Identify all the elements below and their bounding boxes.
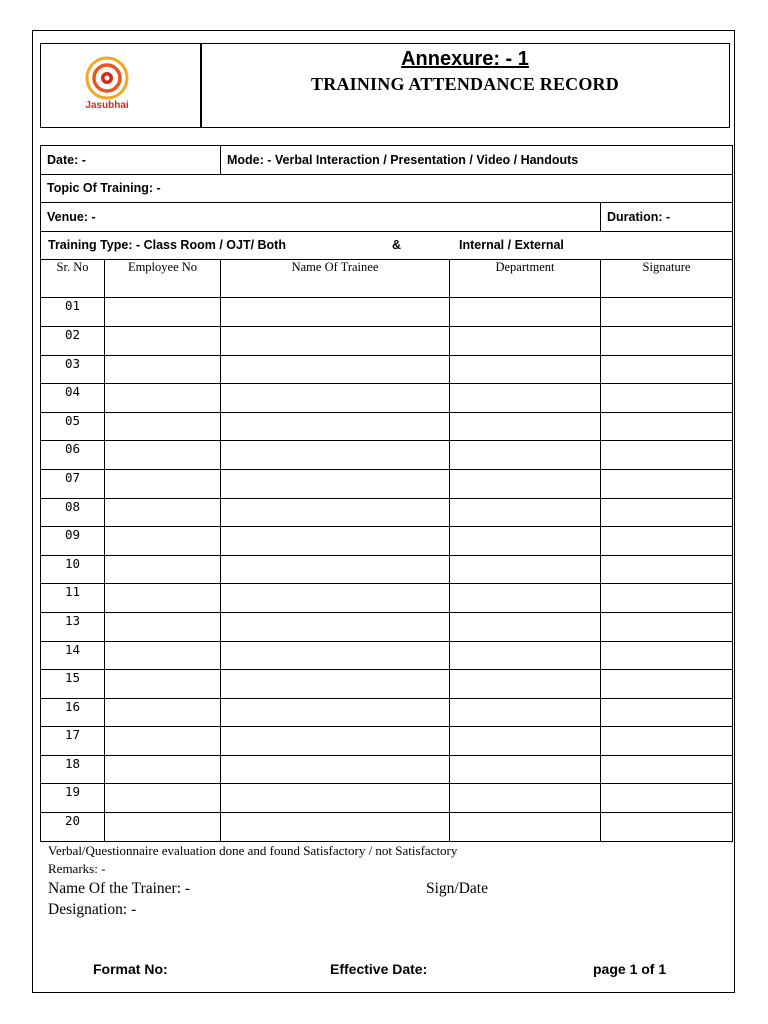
svg-text:Jasubhai: Jasubhai	[85, 100, 129, 111]
table-row	[41, 670, 733, 699]
trainee-name-cell[interactable]	[221, 469, 450, 498]
signature-cell[interactable]	[601, 527, 733, 556]
table-row	[41, 641, 733, 670]
ampersand: &	[392, 237, 402, 252]
trainee-name-cell[interactable]	[221, 384, 450, 413]
column-header-row	[41, 260, 733, 298]
signature-cell[interactable]	[601, 298, 733, 327]
department-cell[interactable]	[450, 727, 601, 756]
col-name-of-trainee: Name Of Trainee	[221, 260, 450, 298]
trainee-name-cell[interactable]	[221, 784, 450, 813]
department-cell[interactable]	[450, 813, 601, 842]
employee-no-cell[interactable]	[105, 698, 221, 727]
sr-no-cell: 05	[41, 412, 105, 441]
table-row	[41, 698, 733, 727]
header-box	[40, 43, 730, 128]
table-row	[41, 584, 733, 613]
table-row	[41, 727, 733, 756]
employee-no-cell[interactable]	[105, 784, 221, 813]
sr-no-cell: 07	[41, 469, 105, 498]
signature-cell[interactable]	[601, 641, 733, 670]
employee-no-cell[interactable]	[105, 670, 221, 699]
sr-no-cell: 18	[41, 755, 105, 784]
sr-no-cell: 03	[41, 355, 105, 384]
employee-no-cell[interactable]	[105, 498, 221, 527]
venue-field[interactable]: Venue: -	[41, 203, 601, 232]
attendance-table	[40, 145, 733, 842]
department-cell[interactable]	[450, 498, 601, 527]
employee-no-cell[interactable]	[105, 527, 221, 556]
sr-no-cell: 11	[41, 584, 105, 613]
department-cell[interactable]	[450, 755, 601, 784]
signature-cell[interactable]	[601, 384, 733, 413]
remarks-field[interactable]: Remarks: -	[48, 861, 106, 876]
signature-cell[interactable]	[601, 412, 733, 441]
trainee-name-cell[interactable]	[221, 698, 450, 727]
sr-no-cell: 09	[41, 527, 105, 556]
table-row	[41, 784, 733, 813]
department-cell[interactable]	[450, 670, 601, 699]
signature-cell[interactable]	[601, 784, 733, 813]
sr-no-cell: 04	[41, 384, 105, 413]
trainee-name-cell[interactable]	[221, 326, 450, 355]
department-cell[interactable]	[450, 555, 601, 584]
trainee-name-cell[interactable]	[221, 298, 450, 327]
table-row	[41, 355, 733, 384]
signature-cell[interactable]	[601, 469, 733, 498]
table-row	[41, 498, 733, 527]
table-row	[41, 612, 733, 641]
table-row	[41, 527, 733, 556]
department-cell[interactable]	[450, 298, 601, 327]
signature-cell[interactable]	[601, 727, 733, 756]
department-cell[interactable]	[450, 641, 601, 670]
department-cell[interactable]	[450, 384, 601, 413]
table-row	[41, 555, 733, 584]
signature-cell[interactable]	[601, 698, 733, 727]
evaluation-note: Verbal/Questionnaire evaluation done and found Satisfactory / not Satisfactory	[48, 843, 458, 858]
attendance-rows	[41, 298, 733, 841]
trainer-name-field[interactable]: Name Of the Trainer: -	[48, 880, 191, 897]
training-type-label: Training Type: - Class Room / OJT/ Both	[48, 237, 286, 252]
duration-field[interactable]: Duration: -	[601, 203, 733, 232]
signature-cell[interactable]	[601, 813, 733, 842]
department-cell[interactable]	[450, 355, 601, 384]
employee-no-cell[interactable]	[105, 412, 221, 441]
employee-no-cell[interactable]	[105, 612, 221, 641]
department-cell[interactable]	[450, 469, 601, 498]
sr-no-cell: 08	[41, 498, 105, 527]
annexure-label: Annexure: - 1	[401, 48, 529, 70]
table-row	[41, 298, 733, 327]
trainee-name-cell[interactable]	[221, 584, 450, 613]
table-row	[41, 813, 733, 842]
topic-field[interactable]: Topic Of Training: -	[41, 174, 733, 203]
signature-cell[interactable]	[601, 670, 733, 699]
department-cell[interactable]	[450, 326, 601, 355]
trainee-name-cell[interactable]	[221, 355, 450, 384]
sr-no-cell: 17	[41, 727, 105, 756]
department-cell[interactable]	[450, 698, 601, 727]
department-cell[interactable]	[450, 784, 601, 813]
trainee-name-cell[interactable]	[221, 527, 450, 556]
employee-no-cell[interactable]	[105, 298, 221, 327]
employee-no-cell[interactable]	[105, 641, 221, 670]
topic-row	[41, 174, 733, 203]
signature-cell[interactable]	[601, 355, 733, 384]
record-title: TRAINING ATTENDANCE RECORD	[311, 74, 619, 94]
trainee-name-cell[interactable]	[221, 441, 450, 470]
signature-cell[interactable]	[601, 498, 733, 527]
trainee-name-cell[interactable]	[221, 727, 450, 756]
employee-no-cell[interactable]	[105, 441, 221, 470]
col-signature: Signature	[601, 260, 733, 298]
internal-external-label: Internal / External	[459, 237, 564, 252]
sr-no-cell: 10	[41, 555, 105, 584]
department-cell[interactable]	[450, 412, 601, 441]
format-no-label: Format No:	[93, 961, 168, 977]
table-row	[41, 441, 733, 470]
trainee-name-cell[interactable]	[221, 555, 450, 584]
venue-row	[41, 203, 733, 232]
training-type-row	[41, 231, 733, 260]
table-row	[41, 326, 733, 355]
department-cell[interactable]	[450, 441, 601, 470]
employee-no-cell[interactable]	[105, 555, 221, 584]
trainee-name-cell[interactable]	[221, 412, 450, 441]
trainee-name-cell[interactable]	[221, 498, 450, 527]
page-number-label: page 1 of 1	[593, 961, 667, 977]
signature-cell[interactable]	[601, 584, 733, 613]
company-logo	[67, 52, 147, 112]
trainee-name-cell[interactable]	[221, 813, 450, 842]
employee-no-cell[interactable]	[105, 584, 221, 613]
date-field[interactable]: Date: -	[41, 146, 221, 175]
signature-cell[interactable]	[601, 326, 733, 355]
sr-no-cell: 06	[41, 441, 105, 470]
sr-no-cell: 16	[41, 698, 105, 727]
date-mode-row	[41, 146, 733, 175]
department-cell[interactable]	[450, 527, 601, 556]
trainee-name-cell[interactable]	[221, 612, 450, 641]
department-cell[interactable]	[450, 584, 601, 613]
employee-no-cell[interactable]	[105, 355, 221, 384]
employee-no-cell[interactable]	[105, 384, 221, 413]
signature-cell[interactable]	[601, 555, 733, 584]
department-cell[interactable]	[450, 612, 601, 641]
col-sr-no: Sr. No	[41, 260, 105, 298]
col-department: Department	[450, 260, 601, 298]
training-type-field[interactable]	[41, 231, 733, 260]
signature-cell[interactable]	[601, 441, 733, 470]
designation-field[interactable]: Designation: -	[48, 901, 137, 918]
employee-no-cell[interactable]	[105, 326, 221, 355]
mode-field[interactable]: Mode: - Verbal Interaction / Presentation / Video / Handouts	[221, 146, 733, 175]
col-employee-no: Employee No	[105, 260, 221, 298]
sr-no-cell: 02	[41, 326, 105, 355]
sr-no-cell: 01	[41, 298, 105, 327]
sr-no-cell: 15	[41, 670, 105, 699]
table-row	[41, 755, 733, 784]
signature-cell[interactable]	[601, 755, 733, 784]
table-row	[41, 469, 733, 498]
employee-no-cell[interactable]	[105, 469, 221, 498]
table-row	[41, 412, 733, 441]
sr-no-cell: 20	[41, 813, 105, 842]
signature-cell[interactable]	[601, 612, 733, 641]
effective-date-label: Effective Date:	[330, 961, 428, 977]
sr-no-cell: 14	[41, 641, 105, 670]
trainee-name-cell[interactable]	[221, 755, 450, 784]
employee-no-cell[interactable]	[105, 727, 221, 756]
employee-no-cell[interactable]	[105, 813, 221, 842]
employee-no-cell[interactable]	[105, 755, 221, 784]
trainee-name-cell[interactable]	[221, 641, 450, 670]
table-row	[41, 384, 733, 413]
sr-no-cell: 19	[41, 784, 105, 813]
trainee-name-cell[interactable]	[221, 670, 450, 699]
sr-no-cell: 13	[41, 612, 105, 641]
sign-date-field[interactable]: Sign/Date	[426, 880, 488, 897]
